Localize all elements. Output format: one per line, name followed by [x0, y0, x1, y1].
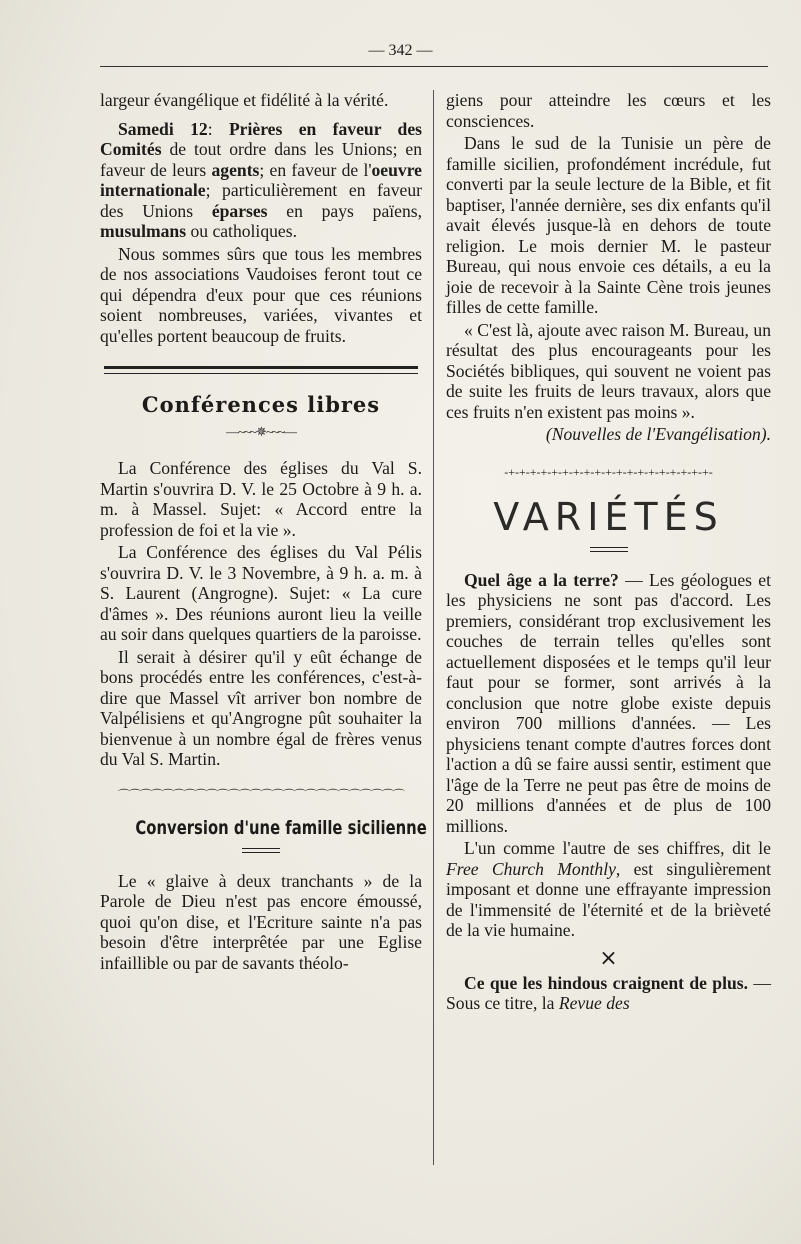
section-rule	[104, 366, 418, 374]
section-heading: Conférences libres	[141, 392, 381, 417]
bold-text: oeuvre internationale	[100, 159, 422, 200]
cross-ornament: ×	[599, 945, 618, 971]
page-number: — 342 —	[368, 42, 433, 59]
double-rule	[590, 547, 628, 552]
paragraph: Nous sommes sûrs que tous les membres de nos associations Vaudoises feront tout ce qui dépendra d'eux pour que ces réunions soient nombreuses, variées, vivantes et qu'elles portent beaucoup de fruits.	[100, 243, 422, 346]
text: ; en faveur de l'	[259, 159, 372, 180]
header-rule	[100, 66, 768, 67]
bold-text: Prières en faveur des Comités	[100, 118, 422, 159]
flourish-ornament: —~~~✵~~~—	[225, 424, 297, 439]
bold-text: musulmans	[100, 221, 187, 241]
text: :	[207, 118, 229, 139]
paragraph: La Conférence des églises du Val Pélis s'ouvrira D. V. le 3 Novembre, à 9 h. a. m. à S. Laurent (Angrogne). Sujet: « La cure d'âmes ». Des réunions auront lieu la veille au soir dans quelques quartiers de la paroisse.	[100, 542, 422, 644]
section-heading: VARIÉTÉS	[493, 494, 724, 539]
left-column	[100, 90, 427, 973]
source-citation: (Nouvelles de l'Evangélisation).	[545, 424, 771, 444]
article-lead: Quel âge a la terre?	[464, 569, 619, 590]
italic-text: Free Church Monthly	[446, 858, 616, 879]
paragraph-samedi	[100, 119, 422, 242]
section-heading: Conversion d'une famille sicilienne	[135, 816, 427, 839]
right-column	[446, 90, 771, 1014]
text: — Les géologues et les physiciens ne sont pas d'accord. Les premiers, considérant trop exclusivement les couches de terrain telles qu'elles sont actuellement disposées et le temps qu'il leur faut pour se former, sont arrivés à la conclusion que notre globe existe depuis environ 700 millions d'années. — Les physiciens tenant compte d'autres forces dont l'action a dû se faire aussi sentir, estiment que l'âge de la Terre ne peut pas être de moins de 20 millions d'années et de plus de 100 millions.	[446, 569, 771, 836]
paragraph: « C'est là, ajoute avec raison M. Bureau, un résultat des plus encourageants pour les Sociétés bibliques, qui souvent ne voient pas de suite les fruits de leurs travaux, alors que ces fruits n'en existent pas moins ».	[446, 319, 771, 422]
text: ; particulièrement en faveur des Unions	[100, 180, 422, 221]
paragraph: largeur évangélique et fidélité à la vérité.	[100, 90, 389, 110]
double-rule	[242, 848, 280, 853]
date-label: Samedi 12	[118, 118, 208, 139]
text: L'un comme l'autre de ses chiffres, dit le	[464, 838, 771, 858]
paragraph-hindous	[446, 973, 771, 1014]
paragraph: La Conférence des églises du Val S. Martin s'ouvrira D. V. le 25 Octobre à 9 h. a. m. à Massel. Sujet: « Accord entre la profession de foi et la vie ».	[100, 458, 422, 540]
text: — Sous ce titre, la	[446, 972, 771, 1013]
text: de tout ordre dans les Unions; en faveur de leurs	[100, 139, 422, 180]
paragraph-age-terre	[446, 570, 771, 837]
bold-text: éparses	[211, 200, 268, 221]
paragraph	[446, 838, 771, 941]
bold-text: agents	[211, 159, 260, 180]
chain-rule: ⌒⌒⌒⌒⌒⌒⌒⌒⌒⌒⌒⌒⌒⌒⌒⌒⌒⌒⌒⌒⌒⌒⌒⌒⌒⌒	[117, 787, 404, 802]
paragraph: Le « glaive à deux tranchants » de la Parole de Dieu n'est pas encore émoussé, quoi qu'on dise, et l'Ecriture sainte n'a pas besoin d'être interprêtée par une Eglise infaillible ou par de savants théolo-	[100, 870, 422, 973]
text: , est singulièrement imposant et donne une effrayante impression de l'immensité de l'éternité et de la brièveté de la vie humaine.	[446, 858, 771, 940]
text: ou catholiques.	[186, 221, 297, 241]
text: en pays païens,	[267, 200, 422, 221]
paragraph: Il serait à désirer qu'il y eût échange de bons procédés entre les conférences, c'est-à-dire que Massel vît arriver bon nombre de Valpélisiens et qu'Angrogne pût souhaiter la bienvenue à un nombre égal de frères venus du Val S. Martin.	[100, 646, 422, 769]
paragraph: Dans le sud de la Tunisie un père de famille sicilien, profondément incrédule, fut converti par la seule lecture de la Bible, et fit baptiser, l'année dernière, ses dix enfants qu'il avait élevés jusque-là en dehors de toute religion. Le mois dernier M. le pasteur Bureau, qui nous envoie ces détails, a eu la joie de recevoir à la Sainte Cène trois jeunes filles de cette famille.	[446, 133, 771, 317]
article-lead: Ce que les hindous craignent de plus.	[464, 972, 749, 993]
italic-text: Revue des	[558, 993, 630, 1013]
column-divider	[433, 90, 434, 1165]
plus-rule: -+-+-+-+-+-+-+-+-+-+-+-+-+-+-+-+-+-+-+-	[504, 464, 713, 479]
paragraph: giens pour atteindre les cœurs et les consciences.	[446, 90, 771, 131]
